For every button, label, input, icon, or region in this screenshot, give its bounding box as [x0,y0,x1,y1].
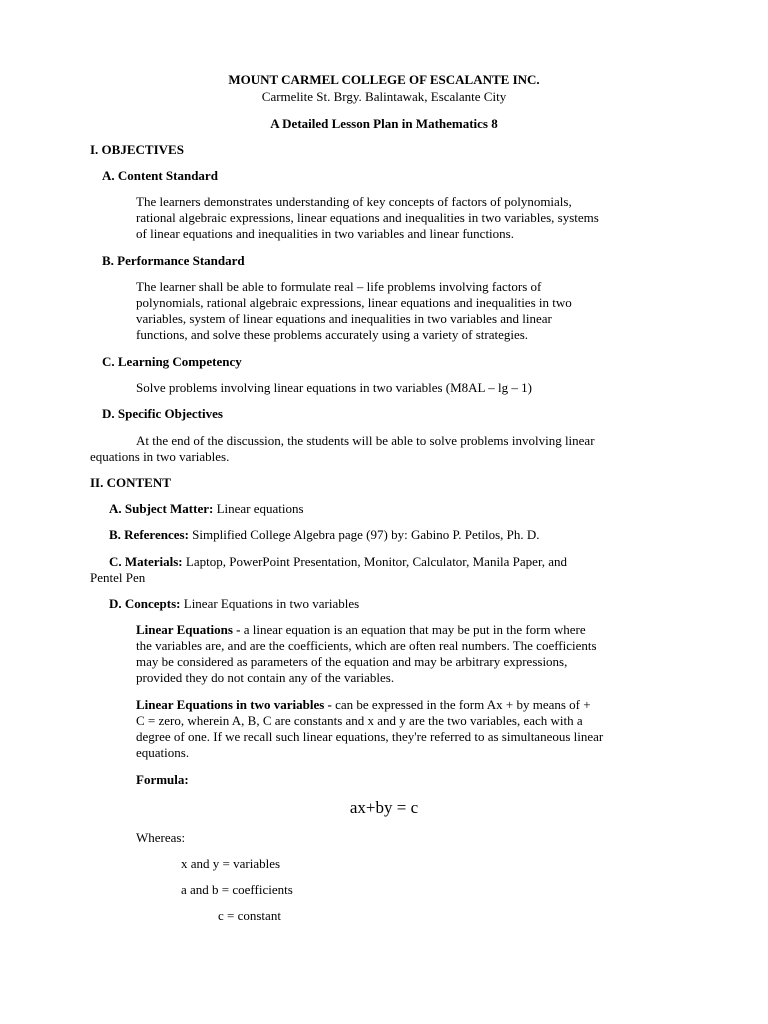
materials-label: C. Materials: [109,554,183,569]
concepts [109,596,359,612]
school-name: MOUNT CARMEL COLLEGE OF ESCALANTE INC. [228,72,540,87]
learning-competency-text: Solve problems involving linear equations in two variables (M8AL – lg – 1) [136,380,532,395]
concepts-label: D. Concepts: [109,596,181,611]
text-line [136,622,597,638]
subject-matter-label: A. Subject Matter: [109,501,214,516]
school-address: Carmelite St. Brgy. Balintawak, Escalante City [261,89,507,104]
lesson-plan-title: A Detailed Lesson Plan in Mathematics 8 [270,116,498,131]
definition-coefficients: a and b = coefficients [181,882,293,897]
objectives-heading: I. OBJECTIVES [90,142,184,157]
text-line [136,697,603,713]
formula-label: Formula: [136,772,189,787]
content-standard-heading: A. Content Standard [102,168,218,183]
linear-equations-first-line: a linear equation is an equation that may be put in the form where [240,622,586,637]
text-line: C = zero, wherein A, B, C are constants and x and y are the two variables, each with a [136,713,583,728]
whereas-label: Whereas: [136,830,186,845]
content-standard-text [136,194,599,242]
references-label: B. References: [109,527,189,542]
specific-objectives-line-2: equations in two variables. [90,449,230,464]
linear-two-variables-term: Linear Equations in two variables - [136,697,332,712]
text-line: may be considered as parameters of the equation and may be arbitrary expressions, [136,654,568,669]
concepts-value: Linear Equations in two variables [180,596,360,611]
text-line: provided they do not contain any of the variables. [136,670,395,685]
definition-variables: x and y = variables [181,856,281,871]
specific-objectives-line-1: At the end of the discussion, the students will be able to solve problems involving linear [136,433,595,448]
materials-value: Laptop, PowerPoint Presentation, Monitor, Calculator, Manila Paper, and [182,554,568,569]
materials-continuation: Pentel Pen [90,570,146,585]
linear-two-variables-definition [136,697,603,761]
subject-matter [109,501,304,517]
text-line: functions, and solve these problems accurately using a variety of strategies. [136,327,529,342]
definition-constant: c = constant [218,908,281,923]
text-line: of linear equations and inequalities in two variables and linear functions. [136,226,514,241]
performance-standard-text [136,279,572,343]
text-line: equations. [136,745,190,760]
linear-equations-definition [136,622,597,686]
references [109,527,540,543]
text-line: The learners demonstrates understanding of key concepts of factors of polynomials, [136,194,572,209]
specific-objectives-heading: D. Specific Objectives [102,406,223,421]
subject-matter-value: Linear equations [213,501,304,516]
text-line: The learner shall be able to formulate real – life problems involving factors of [136,279,542,294]
text-line: the variables are, and are the coefficients, which are often real numbers. The coefficients [136,638,597,653]
references-value: Simplified College Algebra page (97) by: Gabino P. Petilos, Ph. D. [188,527,540,542]
text-line: variables, system of linear equations and inequalities in two variables and linear [136,311,552,326]
formula-expression: ax+by = c [349,798,419,817]
text-line: polynomials, rational algebraic expressions, linear equations and inequalities in two [136,295,572,310]
materials [109,554,567,570]
text-line: rational algebraic expressions, linear equations and inequalities in two variables, systems [136,210,599,225]
content-heading: II. CONTENT [90,475,171,490]
linear-two-variables-first-line: can be expressed in the form Ax + by means of + [331,697,591,712]
learning-competency-heading: C. Learning Competency [102,354,242,369]
linear-equations-term: Linear Equations - [136,622,241,637]
performance-standard-heading: B. Performance Standard [102,253,245,268]
text-line: degree of one. If we recall such linear equations, they're referred to as simultaneous linear [136,729,604,744]
